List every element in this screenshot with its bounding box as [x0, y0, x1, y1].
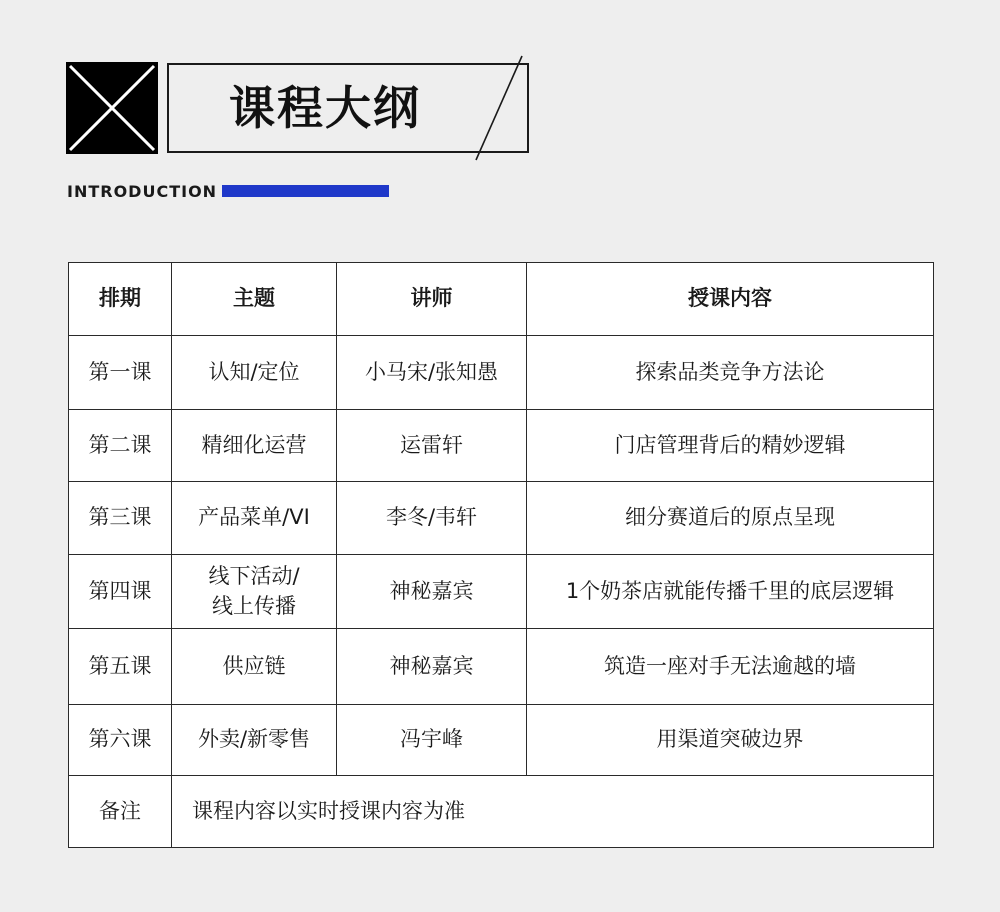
table-row: [69, 410, 934, 482]
cell-topic-line: 线下活动/: [208, 564, 300, 589]
cell-lecturer: 神秘嘉宾: [337, 629, 527, 705]
cell-schedule: 第四课: [69, 555, 172, 629]
cell-schedule: 第二课: [69, 410, 172, 482]
cell-content: 筑造一座对手无法逾越的墙: [527, 629, 934, 705]
header-schedule: 排期: [69, 263, 172, 336]
cell-topic: [172, 555, 337, 629]
cell-lecturer: 冯宇峰: [337, 705, 527, 776]
section-subtitle: INTRODUCTION: [67, 182, 218, 201]
cell-lecturer: 小马宋/张知愚: [337, 336, 527, 410]
cell-topic: 认知/定位: [172, 336, 337, 410]
cell-schedule: 第一课: [69, 336, 172, 410]
cell-schedule: 第三课: [69, 482, 172, 555]
cell-lecturer: 神秘嘉宾: [337, 555, 527, 629]
cell-schedule: 第五课: [69, 629, 172, 705]
cell-lecturer: 李冬/韦轩: [337, 482, 527, 555]
note-text: 课程内容以实时授课内容为准: [172, 776, 934, 848]
cell-topic: 产品菜单/VI: [172, 482, 337, 555]
cell-topic: 外卖/新零售: [172, 705, 337, 776]
cell-content: 探索品类竞争方法论: [527, 336, 934, 410]
cell-topic: 精细化运营: [172, 410, 337, 482]
page-title: 课程大纲: [229, 81, 421, 135]
cell-topic-line: 线上传播: [212, 593, 296, 618]
header-content: 授课内容: [527, 263, 934, 336]
table-row: [69, 482, 934, 555]
table-row: [69, 336, 934, 410]
title-frame: [167, 63, 529, 153]
accent-bar: [222, 185, 389, 197]
cell-content: 细分赛道后的原点呈现: [527, 482, 934, 555]
note-label: 备注: [69, 776, 172, 848]
table-row: [69, 555, 934, 629]
cell-content: 用渠道突破边界: [527, 705, 934, 776]
header-lecturer: 讲师: [337, 263, 527, 336]
cell-schedule: 第六课: [69, 705, 172, 776]
x-mark-icon: [66, 62, 158, 154]
course-outline-table: [68, 262, 934, 848]
table-row: [69, 705, 934, 776]
table-row: [69, 629, 934, 705]
table-header-row: [69, 263, 934, 336]
cell-lecturer: 运雷轩: [337, 410, 527, 482]
note-row: [69, 776, 934, 848]
header-topic: 主题: [172, 263, 337, 336]
cell-content: 1个奶茶店就能传播千里的底层逻辑: [527, 555, 934, 629]
cell-content: 门店管理背后的精妙逻辑: [527, 410, 934, 482]
cell-topic: 供应链: [172, 629, 337, 705]
